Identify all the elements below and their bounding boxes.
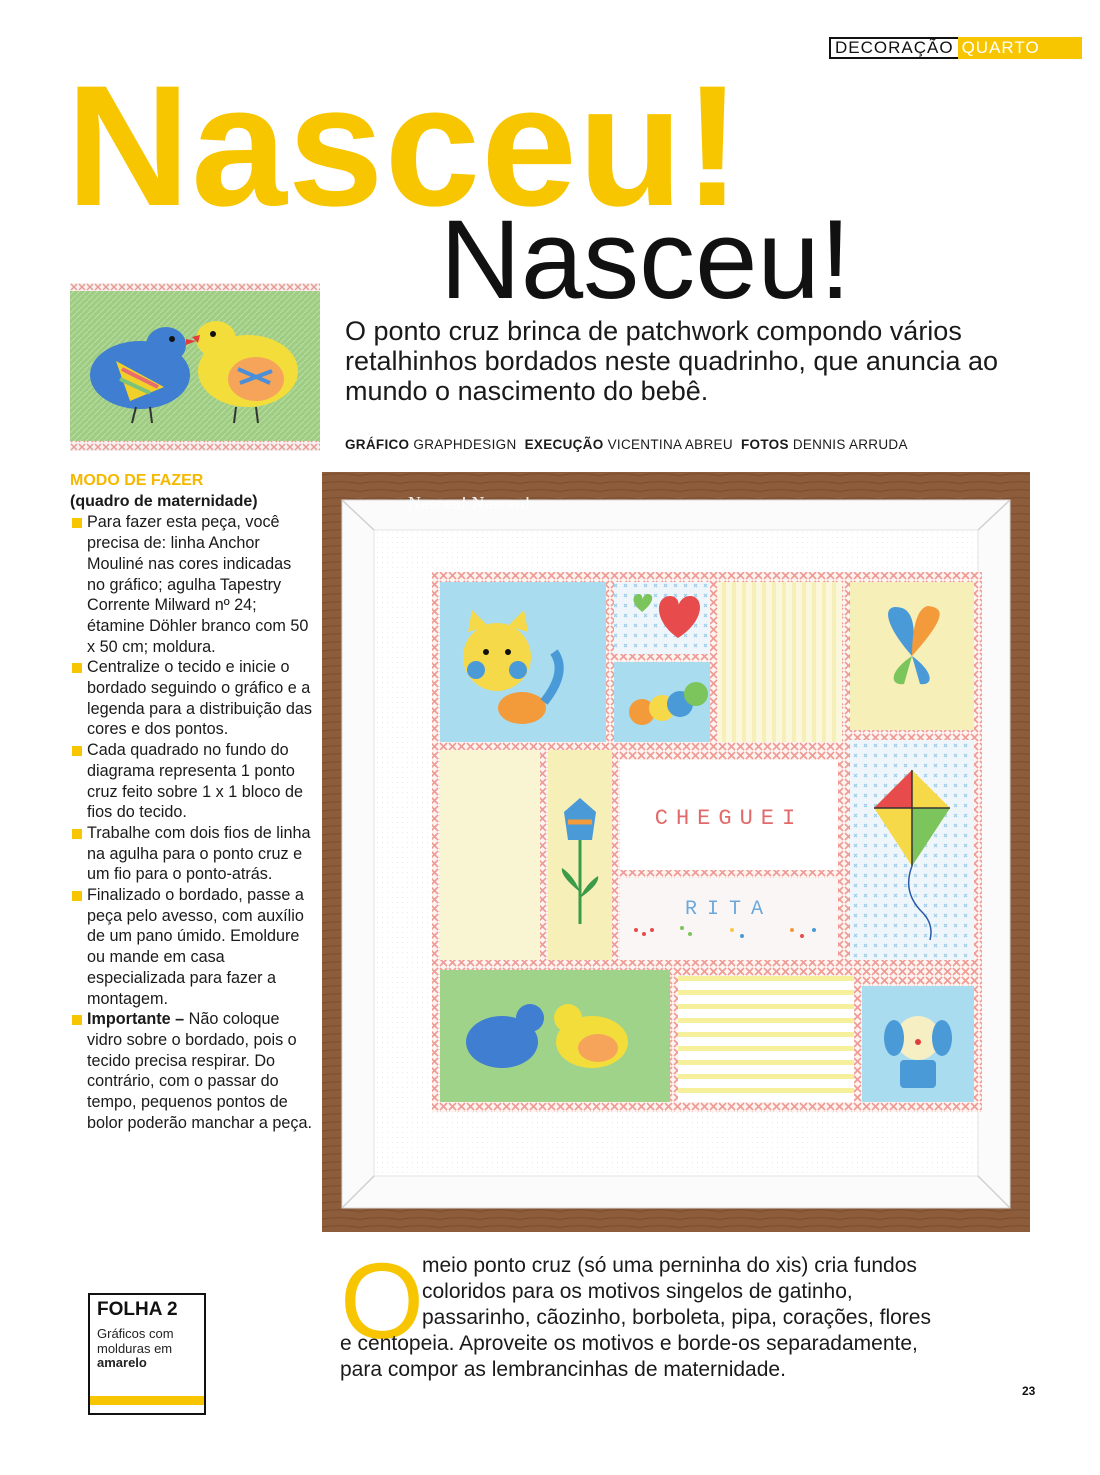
pattern-sheet-box [88,1293,206,1415]
pattern-sheet-title: FOLHA 2 [97,1299,178,1320]
credit-photos-value: DENNIS ARRUDA [792,437,908,452]
pattern-sheet-desc: Gráficos com molduras em amarelo [97,1326,174,1370]
method-step: Finalizado o bordado, passe a peça pelo avesso, com auxílio de um pano úmido. Emoldure ou mande em casa especializada para fazer a montagem. [70,885,313,1009]
credit-photos-label: FOTOS [741,437,789,452]
bird-detail-photo [70,283,320,451]
photo-watermark: Nasceu! Nasceu! [408,493,531,513]
method-step: Para fazer esta peça, você precisa de: linha Anchor Mouliné nas cores indicadas no gráfico; agulha Tapestry Corrente Milward nº 24; étamine Döhler branco com 50 x 50 cm; moldura. [70,512,313,657]
body-text [340,1253,1030,1383]
page-subtitle: Nasceu! [440,197,851,322]
stripes-patch [678,976,854,1102]
method-step-important: Importante – Não coloque vidro sobre o bordado, pois o tecido precisa respirar. Do contrário, com o passar do tempo, pequenos pontos de bolor poderão manchar a peça. [70,1009,313,1133]
body-line: e centopeia. Aproveite os motivos e borde-os separadamente, [340,1332,918,1355]
intro-text: O ponto cruz brinca de patchwork compondo vários retalhinhos bordados neste quadrinho, que anuncia ao mundo o nascimento do bebê. [345,316,998,406]
bullet-square-icon [72,1015,82,1025]
embroidery-word-cheguei: CHEGUEI [654,806,804,831]
embroidery-word-rita: RITA [684,898,774,921]
bullet-square-icon [72,891,82,901]
page-title: Nasceu! [66,50,743,242]
section-tag [829,37,1082,59]
method-step: Centralize o tecido e inicie o bordado seguindo o gráfico e a legenda para a distribuição das cores e dos pontos. [70,657,313,740]
body-line: para compor as lembrancinhas de maternidade. [340,1358,786,1381]
method-column [70,471,313,1134]
credit-chart-value: GRAPHDESIGN [413,437,517,452]
credits-line [345,437,908,452]
dropcap: O [340,1240,425,1361]
plain-yellow-patch [440,750,540,960]
method-heading: MODO DE FAZER [70,472,204,489]
method-step: Trabalhe com dois fios de linha na agulha para o ponto cruz e um fio para o ponto-atrás. [70,823,313,885]
method-steps [70,512,313,1133]
page-number: 23 [1022,1384,1036,1398]
framed-embroidery-photo [322,472,1030,1232]
bullet-square-icon [72,829,82,839]
method-step: Cada quadrado no fundo do diagrama representa 1 ponto cruz feito sobre 1 x 1 bloco de fios do tecido. [70,740,313,823]
stripe-patch [718,582,842,742]
body-line: coloridos para os motivos singelos de gatinho, [422,1280,853,1303]
method-subheading: (quadro de maternidade) [70,492,258,510]
credit-execution-value: VICENTINA ABREU [607,437,733,452]
credit-chart-label: GRÁFICO [345,437,410,452]
body-line: passarinho, cãozinho, borboleta, pipa, corações, flores [422,1306,931,1329]
bullet-square-icon [72,746,82,756]
body-line: meio ponto cruz (só uma perninha do xis) cria fundos [422,1254,917,1277]
bullet-square-icon [72,663,82,673]
bullet-square-icon [72,518,82,528]
section-category: DECORAÇÃO [829,37,958,59]
credit-execution-label: EXECUÇÃO [524,437,604,452]
section-subcategory: QUARTO [958,37,1082,59]
yellow-bar [90,1396,204,1405]
